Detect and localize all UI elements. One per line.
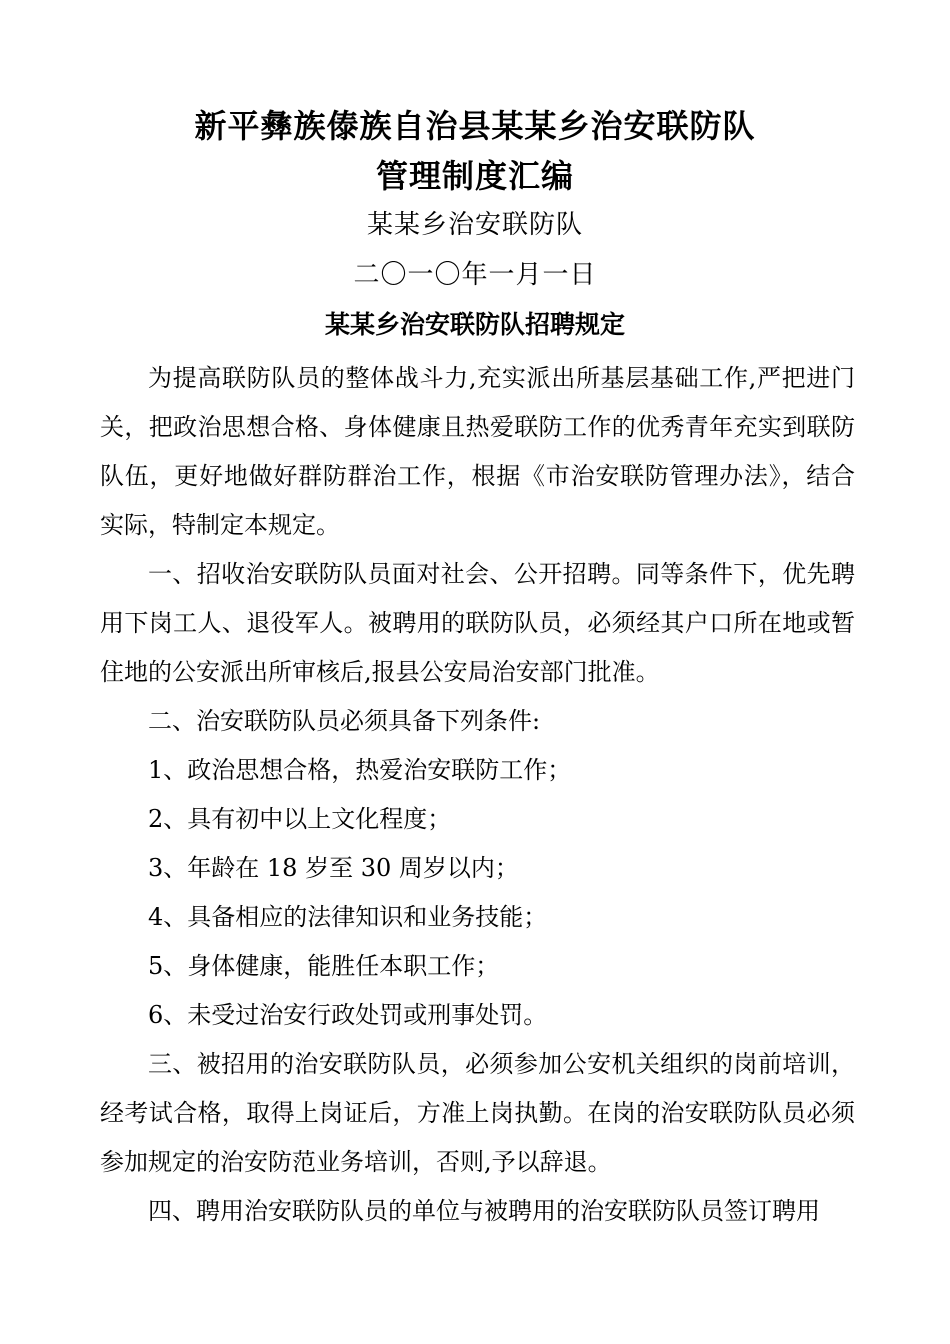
document-body (100, 354, 855, 1236)
paragraph-intro: 为提高联防队员的整体战斗力,充实派出所基层基础工作,严把进门关，把政治思想合格、身体健康且热爱联防工作的优秀青年充实到联防队伍，更好地做好群防群治工作，根据《市治安联防管理办法》，结合实际，特制定本规定。 (100, 364, 855, 539)
section-title: 某某乡治安联防队招聘规定 (324, 310, 625, 339)
document-title-line1: 新平彝族傣族自治县某某乡治安联防队 (194, 107, 756, 145)
document-title-line2: 管理制度汇编 (375, 157, 574, 195)
paragraph-article-1: 一、招收治安联防队员面对社会、公开招聘。同等条件下，优先聘用下岗工人、退役军人。被聘用的联防队员，必须经其户口所在地或暂住地的公安派出所审核后,报县公安局治安部门批准。 (100, 560, 855, 686)
paragraph-article-3: 三、被招用的治安联防队员，必须参加公安机关组织的岗前培训，经考试合格，取得上岗证后，方准上岗执勤。在岗的治安联防队员必须参加规定的治安防范业务培训，否则,予以辞退。 (100, 1050, 855, 1176)
paragraph-article-2: 二、治安联防队员必须具备下列条件: (148, 707, 541, 735)
list-item-condition-6: 6、未受过治安行政处罚或刑事处罚。 (148, 1001, 548, 1029)
paragraph-article-4: 四、聘用治安联防队员的单位与被聘用的治安联防队员签订聘用 (148, 1197, 820, 1225)
list-item-condition-3: 3、年龄在 18 岁至 30 周岁以内； (148, 854, 519, 882)
list-item-condition-1: 1、政治思想合格，热爱治安联防工作； (148, 756, 572, 784)
document-date: 二〇一〇年一月一日 (353, 260, 597, 290)
list-item-condition-4: 4、具备相应的法律知识和业务技能； (148, 903, 548, 931)
list-item-condition-2: 2、具有初中以上文化程度； (148, 805, 452, 833)
organization-name: 某某乡治安联防队 (366, 210, 583, 240)
list-item-condition-5: 5、身体健康，能胜任本职工作； (148, 952, 500, 980)
